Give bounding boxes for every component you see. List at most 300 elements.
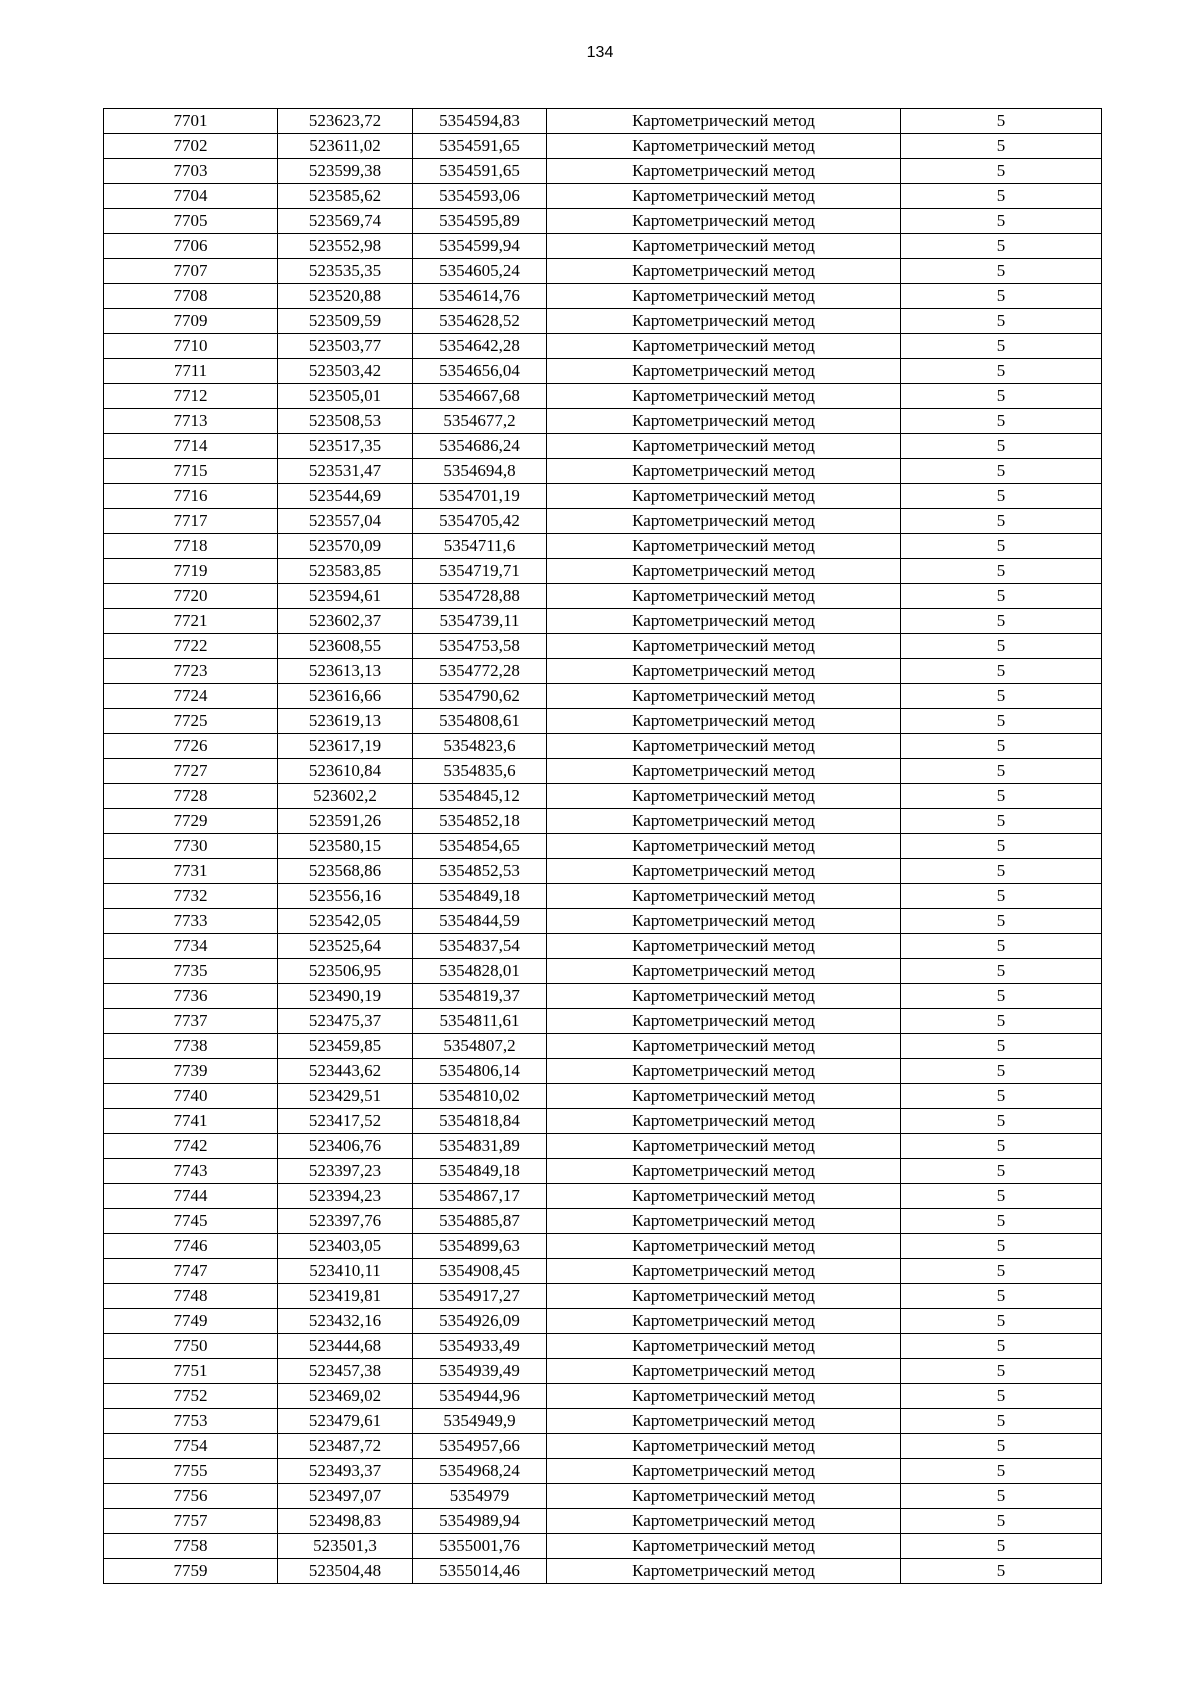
point-number-cell: 7751: [104, 1359, 278, 1384]
point-number-cell: 7731: [104, 859, 278, 884]
x-coordinate-cell: 523503,77: [278, 334, 413, 359]
x-coordinate-cell: 523525,64: [278, 934, 413, 959]
method-cell: Картометрический метод: [547, 1259, 901, 1284]
point-number-cell: 7739: [104, 1059, 278, 1084]
accuracy-cell: 5: [901, 584, 1102, 609]
table-row: [104, 159, 1102, 184]
y-coordinate-cell: 5354844,59: [413, 909, 547, 934]
point-number-cell: 7730: [104, 834, 278, 859]
x-coordinate-cell: 523444,68: [278, 1334, 413, 1359]
point-number-cell: 7736: [104, 984, 278, 1009]
accuracy-cell: 5: [901, 259, 1102, 284]
accuracy-cell: 5: [901, 109, 1102, 134]
method-cell: Картометрический метод: [547, 159, 901, 184]
x-coordinate-cell: 523568,86: [278, 859, 413, 884]
accuracy-cell: 5: [901, 609, 1102, 634]
method-cell: Картометрический метод: [547, 909, 901, 934]
x-coordinate-cell: 523457,38: [278, 1359, 413, 1384]
page-number: 134: [586, 44, 614, 61]
accuracy-cell: 5: [901, 884, 1102, 909]
table-row: [104, 584, 1102, 609]
accuracy-cell: 5: [901, 959, 1102, 984]
accuracy-cell: 5: [901, 984, 1102, 1009]
method-cell: Картометрический метод: [547, 234, 901, 259]
table-row: [104, 1484, 1102, 1509]
x-coordinate-cell: 523443,62: [278, 1059, 413, 1084]
x-coordinate-cell: 523397,76: [278, 1209, 413, 1234]
x-coordinate-cell: 523594,61: [278, 584, 413, 609]
point-number-cell: 7720: [104, 584, 278, 609]
x-coordinate-cell: 523608,55: [278, 634, 413, 659]
y-coordinate-cell: 5354605,24: [413, 259, 547, 284]
y-coordinate-cell: 5354933,49: [413, 1334, 547, 1359]
method-cell: Картометрический метод: [547, 1059, 901, 1084]
y-coordinate-cell: 5354828,01: [413, 959, 547, 984]
y-coordinate-cell: 5355014,46: [413, 1559, 547, 1584]
method-cell: Картометрический метод: [547, 1034, 901, 1059]
x-coordinate-cell: 523556,16: [278, 884, 413, 909]
table-row: [104, 1184, 1102, 1209]
point-number-cell: 7753: [104, 1409, 278, 1434]
point-number-cell: 7701: [104, 109, 278, 134]
point-number-cell: 7710: [104, 334, 278, 359]
point-number-cell: 7749: [104, 1309, 278, 1334]
point-number-cell: 7718: [104, 534, 278, 559]
table-row: [104, 134, 1102, 159]
accuracy-cell: 5: [901, 409, 1102, 434]
point-number-cell: 7745: [104, 1209, 278, 1234]
accuracy-cell: 5: [901, 1209, 1102, 1234]
y-coordinate-cell: 5354845,12: [413, 784, 547, 809]
accuracy-cell: 5: [901, 1559, 1102, 1584]
table-row: [104, 1234, 1102, 1259]
point-number-cell: 7744: [104, 1184, 278, 1209]
accuracy-cell: 5: [901, 1534, 1102, 1559]
y-coordinate-cell: 5354599,94: [413, 234, 547, 259]
accuracy-cell: 5: [901, 1034, 1102, 1059]
table-row: [104, 409, 1102, 434]
table-row: [104, 1034, 1102, 1059]
x-coordinate-cell: 523419,81: [278, 1284, 413, 1309]
y-coordinate-cell: 5354642,28: [413, 334, 547, 359]
point-number-cell: 7741: [104, 1109, 278, 1134]
y-coordinate-cell: 5354667,68: [413, 384, 547, 409]
point-number-cell: 7721: [104, 609, 278, 634]
method-cell: Картометрический метод: [547, 709, 901, 734]
method-cell: Картометрический метод: [547, 1209, 901, 1234]
table-row: [104, 834, 1102, 859]
table-row: [104, 1159, 1102, 1184]
method-cell: Картометрический метод: [547, 534, 901, 559]
x-coordinate-cell: 523505,01: [278, 384, 413, 409]
accuracy-cell: 5: [901, 1084, 1102, 1109]
point-number-cell: 7755: [104, 1459, 278, 1484]
y-coordinate-cell: 5354852,18: [413, 809, 547, 834]
accuracy-cell: 5: [901, 1409, 1102, 1434]
accuracy-cell: 5: [901, 359, 1102, 384]
point-number-cell: 7715: [104, 459, 278, 484]
method-cell: Картометрический метод: [547, 1409, 901, 1434]
y-coordinate-cell: 5354979: [413, 1484, 547, 1509]
table-row: [104, 809, 1102, 834]
x-coordinate-cell: 523599,38: [278, 159, 413, 184]
accuracy-cell: 5: [901, 759, 1102, 784]
y-coordinate-cell: 5354908,45: [413, 1259, 547, 1284]
method-cell: Картометрический метод: [547, 684, 901, 709]
y-coordinate-cell: 5354823,6: [413, 734, 547, 759]
point-number-cell: 7717: [104, 509, 278, 534]
table-row: [104, 384, 1102, 409]
x-coordinate-cell: 523432,16: [278, 1309, 413, 1334]
method-cell: Картометрический метод: [547, 1359, 901, 1384]
y-coordinate-cell: 5354701,19: [413, 484, 547, 509]
y-coordinate-cell: 5354852,53: [413, 859, 547, 884]
method-cell: Картометрический метод: [547, 559, 901, 584]
point-number-cell: 7743: [104, 1159, 278, 1184]
point-number-cell: 7754: [104, 1434, 278, 1459]
accuracy-cell: 5: [901, 159, 1102, 184]
method-cell: Картометрический метод: [547, 834, 901, 859]
x-coordinate-cell: 523544,69: [278, 484, 413, 509]
table-row: [104, 1509, 1102, 1534]
accuracy-cell: 5: [901, 1184, 1102, 1209]
table-row: [104, 1409, 1102, 1434]
point-number-cell: 7737: [104, 1009, 278, 1034]
y-coordinate-cell: 5354711,6: [413, 534, 547, 559]
y-coordinate-cell: 5354968,24: [413, 1459, 547, 1484]
accuracy-cell: 5: [901, 1434, 1102, 1459]
y-coordinate-cell: 5354591,65: [413, 134, 547, 159]
table-row: [104, 184, 1102, 209]
table-row: [104, 784, 1102, 809]
y-coordinate-cell: 5354656,04: [413, 359, 547, 384]
accuracy-cell: 5: [901, 709, 1102, 734]
point-number-cell: 7702: [104, 134, 278, 159]
y-coordinate-cell: 5354939,49: [413, 1359, 547, 1384]
method-cell: Картометрический метод: [547, 609, 901, 634]
x-coordinate-cell: 523394,23: [278, 1184, 413, 1209]
method-cell: Картометрический метод: [547, 1484, 901, 1509]
table-row: [104, 1259, 1102, 1284]
method-cell: Картометрический метод: [547, 1084, 901, 1109]
table-row: [104, 959, 1102, 984]
x-coordinate-cell: 523557,04: [278, 509, 413, 534]
y-coordinate-cell: 5354989,94: [413, 1509, 547, 1534]
x-coordinate-cell: 523583,85: [278, 559, 413, 584]
table-row: [104, 359, 1102, 384]
table-row: [104, 659, 1102, 684]
method-cell: Картометрический метод: [547, 1309, 901, 1334]
accuracy-cell: 5: [901, 309, 1102, 334]
table-row: [104, 734, 1102, 759]
x-coordinate-cell: 523509,59: [278, 309, 413, 334]
point-number-cell: 7757: [104, 1509, 278, 1534]
y-coordinate-cell: 5354944,96: [413, 1384, 547, 1409]
y-coordinate-cell: 5354772,28: [413, 659, 547, 684]
method-cell: Картометрический метод: [547, 1134, 901, 1159]
table-row: [104, 534, 1102, 559]
table-row: [104, 1359, 1102, 1384]
point-number-cell: 7758: [104, 1534, 278, 1559]
table-row: [104, 459, 1102, 484]
x-coordinate-cell: 523602,2: [278, 784, 413, 809]
accuracy-cell: 5: [901, 434, 1102, 459]
y-coordinate-cell: 5354628,52: [413, 309, 547, 334]
table-row: [104, 1084, 1102, 1109]
method-cell: Картометрический метод: [547, 634, 901, 659]
point-number-cell: 7719: [104, 559, 278, 584]
accuracy-cell: 5: [901, 459, 1102, 484]
method-cell: Картометрический метод: [547, 1284, 901, 1309]
method-cell: Картометрический метод: [547, 1184, 901, 1209]
y-coordinate-cell: 5354849,18: [413, 884, 547, 909]
point-number-cell: 7729: [104, 809, 278, 834]
table-row: [104, 1559, 1102, 1584]
table-row: [104, 284, 1102, 309]
accuracy-cell: 5: [901, 134, 1102, 159]
table-row: [104, 759, 1102, 784]
x-coordinate-cell: 523490,19: [278, 984, 413, 1009]
accuracy-cell: 5: [901, 1109, 1102, 1134]
method-cell: Картометрический метод: [547, 259, 901, 284]
point-number-cell: 7712: [104, 384, 278, 409]
table-row: [104, 1059, 1102, 1084]
y-coordinate-cell: 5354837,54: [413, 934, 547, 959]
accuracy-cell: 5: [901, 784, 1102, 809]
accuracy-cell: 5: [901, 484, 1102, 509]
point-number-cell: 7727: [104, 759, 278, 784]
method-cell: Картометрический метод: [547, 1459, 901, 1484]
x-coordinate-cell: 523479,61: [278, 1409, 413, 1434]
point-number-cell: 7740: [104, 1084, 278, 1109]
method-cell: Картометрический метод: [547, 784, 901, 809]
method-cell: Картометрический метод: [547, 1434, 901, 1459]
table-row: [104, 1309, 1102, 1334]
accuracy-cell: 5: [901, 184, 1102, 209]
y-coordinate-cell: 5354591,65: [413, 159, 547, 184]
accuracy-cell: 5: [901, 684, 1102, 709]
x-coordinate-cell: 523591,26: [278, 809, 413, 834]
table-row: [104, 259, 1102, 284]
table-row: [104, 1209, 1102, 1234]
table-row: [104, 109, 1102, 134]
point-number-cell: 7709: [104, 309, 278, 334]
point-number-cell: 7711: [104, 359, 278, 384]
method-cell: Картометрический метод: [547, 1384, 901, 1409]
point-number-cell: 7759: [104, 1559, 278, 1584]
x-coordinate-cell: 523498,83: [278, 1509, 413, 1534]
accuracy-cell: 5: [901, 859, 1102, 884]
y-coordinate-cell: 5354811,61: [413, 1009, 547, 1034]
y-coordinate-cell: 5354719,71: [413, 559, 547, 584]
coordinates-table: [103, 108, 1102, 1584]
x-coordinate-cell: 523508,53: [278, 409, 413, 434]
point-number-cell: 7706: [104, 234, 278, 259]
accuracy-cell: 5: [901, 1509, 1102, 1534]
method-cell: Картометрический метод: [547, 584, 901, 609]
method-cell: Картометрический метод: [547, 959, 901, 984]
table-row: [104, 1384, 1102, 1409]
method-cell: Картометрический метод: [547, 984, 901, 1009]
table-row: [104, 609, 1102, 634]
x-coordinate-cell: 523613,13: [278, 659, 413, 684]
x-coordinate-cell: 523531,47: [278, 459, 413, 484]
x-coordinate-cell: 523542,05: [278, 909, 413, 934]
y-coordinate-cell: 5354728,88: [413, 584, 547, 609]
point-number-cell: 7742: [104, 1134, 278, 1159]
y-coordinate-cell: 5354818,84: [413, 1109, 547, 1134]
method-cell: Картометрический метод: [547, 659, 901, 684]
accuracy-cell: 5: [901, 1059, 1102, 1084]
y-coordinate-cell: 5354854,65: [413, 834, 547, 859]
y-coordinate-cell: 5354819,37: [413, 984, 547, 1009]
table-row: [104, 884, 1102, 909]
point-number-cell: 7705: [104, 209, 278, 234]
point-number-cell: 7733: [104, 909, 278, 934]
table-row: [104, 684, 1102, 709]
accuracy-cell: 5: [901, 334, 1102, 359]
y-coordinate-cell: 5354957,66: [413, 1434, 547, 1459]
x-coordinate-cell: 523410,11: [278, 1259, 413, 1284]
table-row: [104, 434, 1102, 459]
x-coordinate-cell: 523503,42: [278, 359, 413, 384]
method-cell: Картометрический метод: [547, 334, 901, 359]
method-cell: Картометрический метод: [547, 934, 901, 959]
method-cell: Картометрический метод: [547, 1159, 901, 1184]
accuracy-cell: 5: [901, 934, 1102, 959]
x-coordinate-cell: 523429,51: [278, 1084, 413, 1109]
x-coordinate-cell: 523501,3: [278, 1534, 413, 1559]
point-number-cell: 7748: [104, 1284, 278, 1309]
accuracy-cell: 5: [901, 809, 1102, 834]
accuracy-cell: 5: [901, 634, 1102, 659]
method-cell: Картометрический метод: [547, 359, 901, 384]
y-coordinate-cell: 5354694,8: [413, 459, 547, 484]
x-coordinate-cell: 523569,74: [278, 209, 413, 234]
y-coordinate-cell: 5354867,17: [413, 1184, 547, 1209]
method-cell: Картометрический метод: [547, 184, 901, 209]
x-coordinate-cell: 523417,52: [278, 1109, 413, 1134]
table-row: [104, 634, 1102, 659]
x-coordinate-cell: 523623,72: [278, 109, 413, 134]
method-cell: Картометрический метод: [547, 409, 901, 434]
x-coordinate-cell: 523403,05: [278, 1234, 413, 1259]
point-number-cell: 7714: [104, 434, 278, 459]
y-coordinate-cell: 5354807,2: [413, 1034, 547, 1059]
x-coordinate-cell: 523517,35: [278, 434, 413, 459]
method-cell: Картометрический метод: [547, 509, 901, 534]
table-row: [104, 934, 1102, 959]
method-cell: Картометрический метод: [547, 459, 901, 484]
point-number-cell: 7724: [104, 684, 278, 709]
x-coordinate-cell: 523475,37: [278, 1009, 413, 1034]
accuracy-cell: 5: [901, 234, 1102, 259]
table-row: [104, 334, 1102, 359]
point-number-cell: 7752: [104, 1384, 278, 1409]
x-coordinate-cell: 523397,23: [278, 1159, 413, 1184]
method-cell: Картометрический метод: [547, 1534, 901, 1559]
method-cell: Картометрический метод: [547, 134, 901, 159]
y-coordinate-cell: 5354810,02: [413, 1084, 547, 1109]
x-coordinate-cell: 523406,76: [278, 1134, 413, 1159]
y-coordinate-cell: 5354926,09: [413, 1309, 547, 1334]
method-cell: Картометрический метод: [547, 859, 901, 884]
accuracy-cell: 5: [901, 1134, 1102, 1159]
method-cell: Картометрический метод: [547, 1334, 901, 1359]
point-number-cell: 7725: [104, 709, 278, 734]
point-number-cell: 7707: [104, 259, 278, 284]
accuracy-cell: 5: [901, 1459, 1102, 1484]
x-coordinate-cell: 523616,66: [278, 684, 413, 709]
accuracy-cell: 5: [901, 1384, 1102, 1409]
accuracy-cell: 5: [901, 734, 1102, 759]
y-coordinate-cell: 5354917,27: [413, 1284, 547, 1309]
x-coordinate-cell: 523459,85: [278, 1034, 413, 1059]
method-cell: Картометрический метод: [547, 1009, 901, 1034]
method-cell: Картометрический метод: [547, 1559, 901, 1584]
accuracy-cell: 5: [901, 284, 1102, 309]
y-coordinate-cell: 5354753,58: [413, 634, 547, 659]
table-row: [104, 1534, 1102, 1559]
method-cell: Картометрический метод: [547, 384, 901, 409]
method-cell: Картометрический метод: [547, 884, 901, 909]
point-number-cell: 7703: [104, 159, 278, 184]
accuracy-cell: 5: [901, 1259, 1102, 1284]
x-coordinate-cell: 523497,07: [278, 1484, 413, 1509]
point-number-cell: 7726: [104, 734, 278, 759]
point-number-cell: 7722: [104, 634, 278, 659]
y-coordinate-cell: 5354790,62: [413, 684, 547, 709]
table-row: [104, 209, 1102, 234]
point-number-cell: 7735: [104, 959, 278, 984]
method-cell: Картометрический метод: [547, 734, 901, 759]
table-row: [104, 1134, 1102, 1159]
method-cell: Картометрический метод: [547, 309, 901, 334]
accuracy-cell: 5: [901, 659, 1102, 684]
table-row: [104, 1284, 1102, 1309]
accuracy-cell: 5: [901, 909, 1102, 934]
coordinates-table-body: [104, 109, 1102, 1584]
y-coordinate-cell: 5354686,24: [413, 434, 547, 459]
accuracy-cell: 5: [901, 834, 1102, 859]
accuracy-cell: 5: [901, 1284, 1102, 1309]
method-cell: Картометрический метод: [547, 759, 901, 784]
x-coordinate-cell: 523580,15: [278, 834, 413, 859]
table-row: [104, 709, 1102, 734]
point-number-cell: 7713: [104, 409, 278, 434]
point-number-cell: 7716: [104, 484, 278, 509]
x-coordinate-cell: 523520,88: [278, 284, 413, 309]
accuracy-cell: 5: [901, 1484, 1102, 1509]
y-coordinate-cell: 5354849,18: [413, 1159, 547, 1184]
x-coordinate-cell: 523469,02: [278, 1384, 413, 1409]
x-coordinate-cell: 523493,37: [278, 1459, 413, 1484]
table-row: [104, 859, 1102, 884]
y-coordinate-cell: 5355001,76: [413, 1534, 547, 1559]
y-coordinate-cell: 5354835,6: [413, 759, 547, 784]
accuracy-cell: 5: [901, 1009, 1102, 1034]
table-row: [104, 309, 1102, 334]
point-number-cell: 7738: [104, 1034, 278, 1059]
method-cell: Картометрический метод: [547, 1509, 901, 1534]
point-number-cell: 7728: [104, 784, 278, 809]
accuracy-cell: 5: [901, 1359, 1102, 1384]
accuracy-cell: 5: [901, 559, 1102, 584]
table-row: [104, 984, 1102, 1009]
table-row: [104, 234, 1102, 259]
x-coordinate-cell: 523570,09: [278, 534, 413, 559]
method-cell: Картометрический метод: [547, 109, 901, 134]
